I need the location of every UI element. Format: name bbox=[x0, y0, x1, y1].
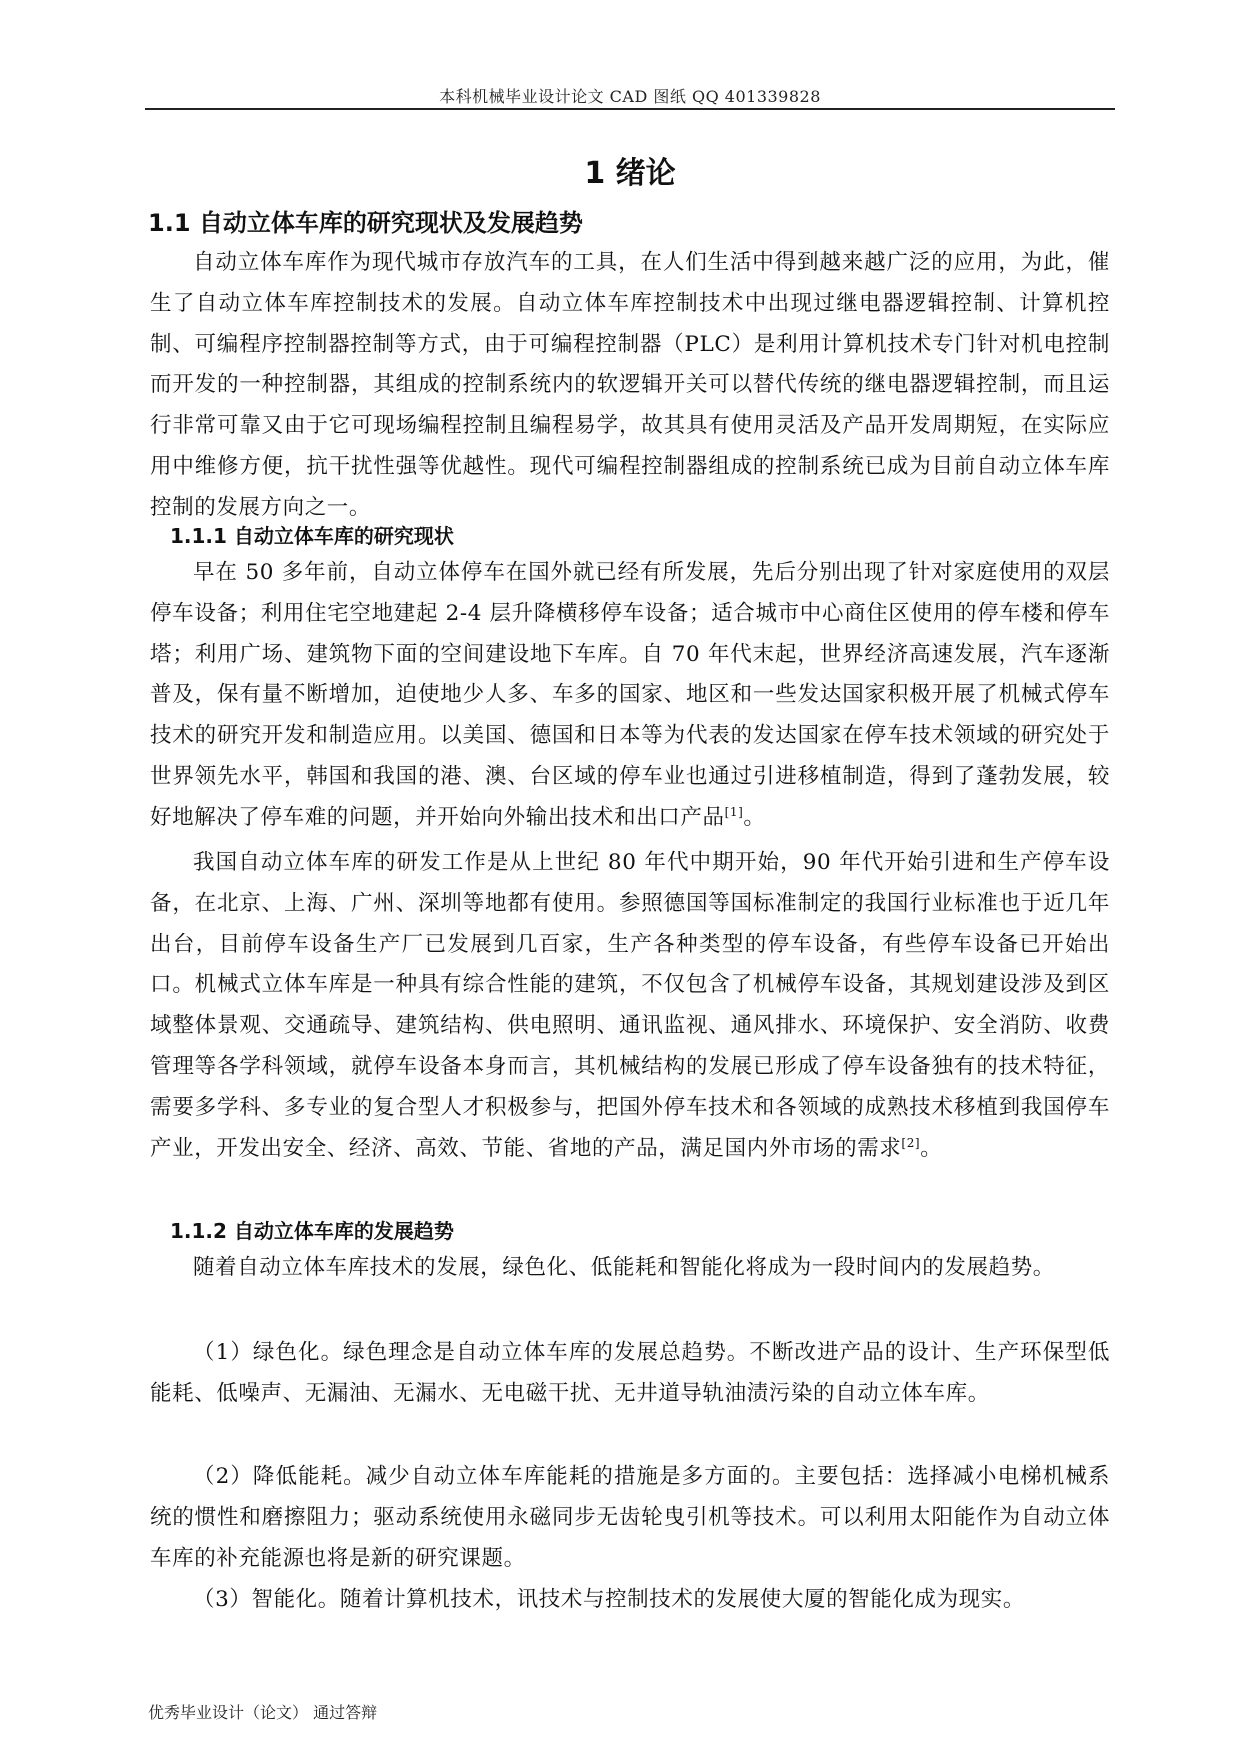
page-header: 本科机械毕业设计论文 CAD 图纸 QQ 401339828 bbox=[439, 87, 821, 106]
research-status-paragraph-2 bbox=[150, 843, 1110, 1169]
citation-ref: [2] bbox=[901, 1135, 921, 1150]
paragraph-end: 。 bbox=[743, 804, 766, 830]
subsection-title-research-status: 1.1.1 自动立体车库的研究现状 bbox=[170, 524, 454, 548]
trend-intelligent: （3）智能化。随着计算机技术，讯技术与控制技术的发展使大厦的智能化成为现实。 bbox=[193, 1587, 1025, 1612]
paragraph-end: 。 bbox=[920, 1135, 943, 1161]
header-divider bbox=[145, 108, 1115, 110]
trend-green: （1）绿色化。绿色理念是自动立体车库的发展总趋势。不断改进产品的设计、生产环保型低能耗、低噪声、无漏油、无漏水、无电磁干扰、无井道导轨油渍污染的自动立体车库。 bbox=[150, 1340, 1110, 1406]
paragraph-text: 我国自动立体车库的研发工作是从上世纪 80 年代中期开始，90 年代开始引进和生产停车设备，在北京、上海、广州、深圳等地都有使用。参照德国等国标准制定的我国行业标准也于近几年出台，目前停车设备生产厂已发展到几百家，生产各种类型的停车设备，有些停车设备已开始出口。机械式立体车库是一种具有综合性能的建筑，不仅包含了机械停车设备，其规划建设涉及到区域整体景观、交通疏导、建筑结构、供电照明、通讯监视、通风排水、环境保护、安全消防、收费管理等各学科领域，就停车设备本身而言，其机械结构的发展已形成了停车设备独有的技术特征，需要多学科、多专业的复合型人才积极参与，把国外停车技术和各领域的成熟技术移植到我国停车产业，开发出安全、经济、高效、节能、省地的产品，满足国内外市场的需求 bbox=[150, 850, 1110, 1161]
citation-ref: [1] bbox=[724, 804, 744, 819]
development-trend-intro: 随着自动立体车库技术的发展，绿色化、低能耗和智能化将成为一段时间内的发展趋势。 bbox=[193, 1255, 1055, 1280]
section-intro-paragraph: 自动立体车库作为现代城市存放汽车的工具，在人们生活中得到越来越广泛的应用，为此，催生了自动立体车库控制技术的发展。自动立体车库控制技术中出现过继电器逻辑控制、计算机控制、可编程序控制器控制等方式，由于可编程控制器（PLC）是利用计算机技术专门针对机电控制而开发的一种控制器，其组成的控制系统内的软逻辑开关可以替代传统的继电器逻辑控制，而且运行非常可靠又由于它可现场编程控制且编程易学，故其具有使用灵活及产品开发周期短，在实际应用中维修方便，抗干扰性强等优越性。现代可编程控制器组成的控制系统已成为目前自动立体车库控制的发展方向之一。 bbox=[150, 250, 1110, 520]
paragraph-text: 早在 50 多年前，自动立体停车在国外就已经有所发展，先后分别出现了针对家庭使用的双层停车设备；利用住宅空地建起 2-4 层升降横移停车设备；适合城市中心商住区使用的停车楼和停车塔；利用广场、建筑物下面的空间建设地下车库。自 70 年代末起，世界经济高速发展，汽车逐渐普及，保有量不断增加，迫使地少人多、车多的国家、地区和一些发达国家积极开展了机械式停车技术的研究开发和制造应用。以美国、德国和日本等为代表的发达国家在停车技术领域的研究处于世界领先水平，韩国和我国的港、澳、台区域的停车业也通过引进移植制造，得到了蓬勃发展，较好地解决了停车难的问题，并开始向外输出技术和出口产品 bbox=[150, 560, 1110, 830]
trend-energy: （2）降低能耗。减少自动立体车库能耗的措施是多方面的。主要包括：选择减小电梯机械系统的惯性和磨擦阻力；驱动系统使用永磁同步无齿轮曳引机等技术。可以利用太阳能作为自动立体车库的补充能源也将是新的研究课题。 bbox=[150, 1464, 1110, 1571]
subsection-title-development-trend: 1.1.2 自动立体车库的发展趋势 bbox=[170, 1219, 454, 1243]
chapter-title: 1 绪论 bbox=[584, 156, 676, 191]
page-footer: 优秀毕业设计（论文） 通过答辩 bbox=[148, 1703, 378, 1722]
research-status-paragraph-1 bbox=[150, 553, 1110, 839]
section-title: 1.1 自动立体车库的研究现状及发展趋势 bbox=[148, 209, 583, 237]
